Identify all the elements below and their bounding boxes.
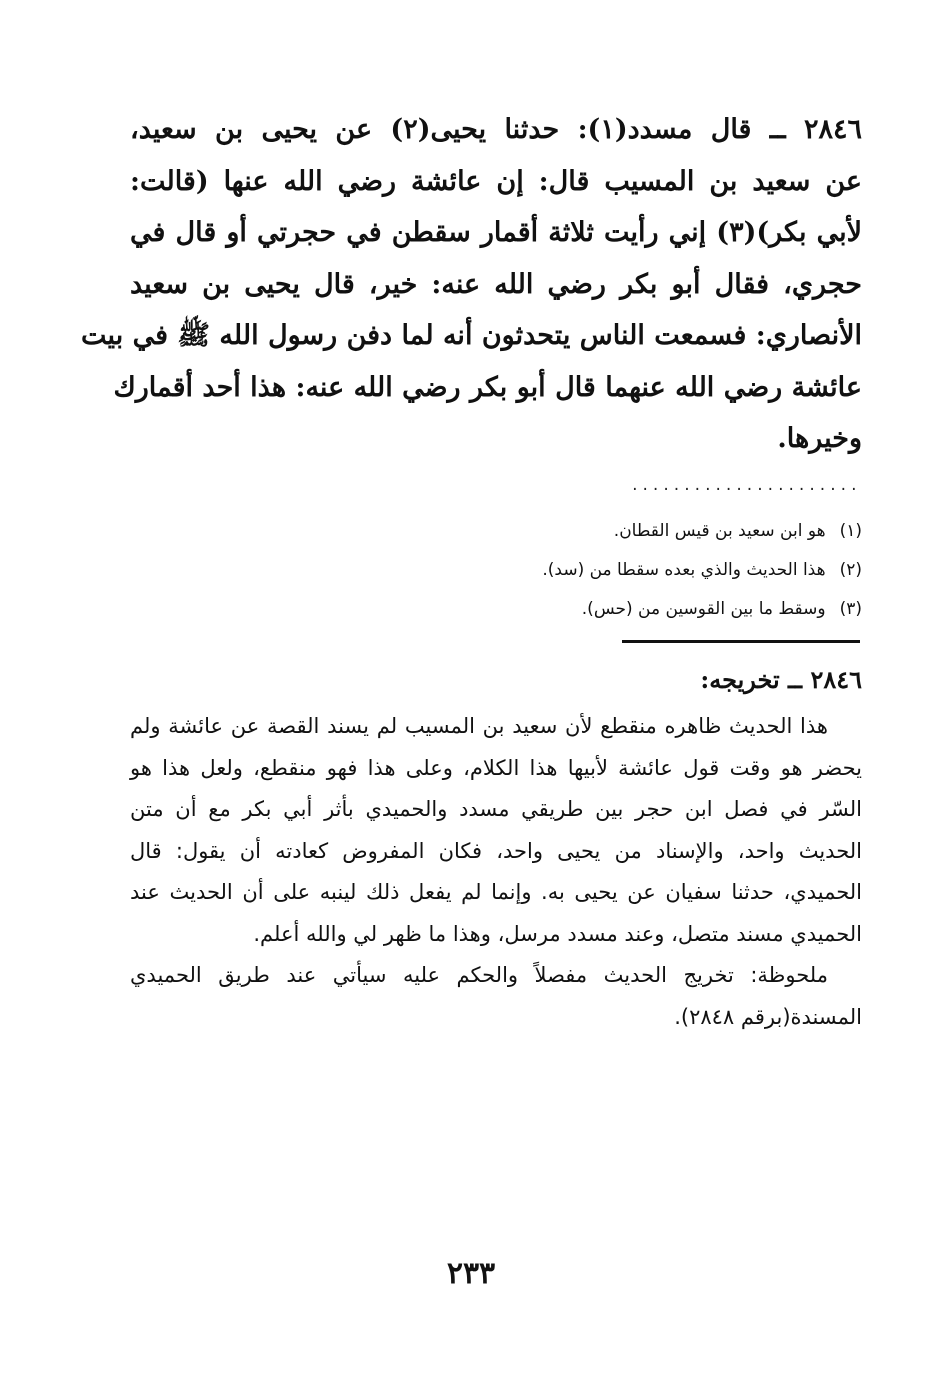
- takhrij-line: الحميدي مسند متصل، وعند مسدد مرسل، وهذا ما ظهر لي والله أعلم.: [253, 921, 862, 946]
- footnote-item: [542, 551, 862, 590]
- note-line: ملحوظة: تخريج الحديث مفصلاً والحكم عليه سيأتي عند طريق الحميدي: [130, 963, 828, 987]
- footnote-item: [542, 512, 862, 551]
- takhrij-heading: ٢٨٤٦ ــ تخريجه:: [700, 665, 862, 694]
- footnote-text: هذا الحديث والذي بعده سقطا من (سد).: [542, 560, 826, 580]
- takhrij-body: [130, 706, 862, 1038]
- hadith-line: لأبي بكر)(٣) إني رأيت ثلاثة أقمار سقطن في حجرتي أو قال في: [130, 217, 863, 248]
- footnote-number: (١): [839, 521, 862, 541]
- footnote-text: هو ابن سعيد بن قيس القطان.: [613, 521, 826, 541]
- takhrij-line: الحديث واحد، والإسناد من يحيى واحد، فكان المفروض كعادته أن يقول: قال: [130, 838, 862, 863]
- hadith-text: [81, 104, 863, 465]
- footnote-number: (٣): [839, 599, 862, 619]
- takhrij-line: السّر في فصل ابن حجر بين طريقي مسدد والحميدي بأثر أبي بكر مع أن متن: [130, 797, 862, 821]
- takhrij-line: يحضر هو وقت قول عائشة لأبيها هذا الكلام، وعلى هذا فهو منقطع، ولعل هذا هو: [130, 755, 862, 780]
- footnote-item: [542, 590, 862, 629]
- hadith-line: ٢٨٤٦ ــ قال مسدد(١): حدثنا يحيى(٢) عن يحيى بن سعيد،: [130, 114, 862, 145]
- takhrij-line: هذا الحديث ظاهره منقطع لأن سعيد بن المسيب لم يسند القصة عن عائشة ولم: [130, 714, 828, 738]
- hadith-line: عائشة رضي الله عنهما قال أبو بكر رضي الله عنه: هذا أحد أقمارك: [113, 371, 862, 403]
- takhrij-line: الحميدي، حدثنا سفيان عن يحيى به. وإنما لم يفعل ذلك لينبه على أن الحديث عند: [130, 880, 862, 904]
- hadith-line: حجري، فقال أبو بكر رضي الله عنه: خير، قال يحيى بن سعيد: [130, 268, 862, 300]
- hadith-line: وخيرها.: [777, 423, 862, 454]
- hadith-line: عن سعيد بن المسيب قال: إن عائشة رضي الله عنها (قالت:: [130, 165, 862, 197]
- footnote-number: (٢): [839, 560, 862, 580]
- footnotes: [542, 512, 862, 629]
- note-line: المسندة(برقم ٢٨٤٨).: [674, 1004, 862, 1029]
- footnote-separator-dots: ......................: [630, 478, 860, 494]
- section-divider: [622, 640, 860, 643]
- page-number: ٢٣٣: [446, 1256, 496, 1291]
- footnote-text: وسقط ما بين القوسين من (حس).: [581, 599, 826, 619]
- hadith-line: الأنصاري: فسمعت الناس يتحدثون أنه لما دفن رسول الله ﷺ في بيت: [81, 320, 862, 351]
